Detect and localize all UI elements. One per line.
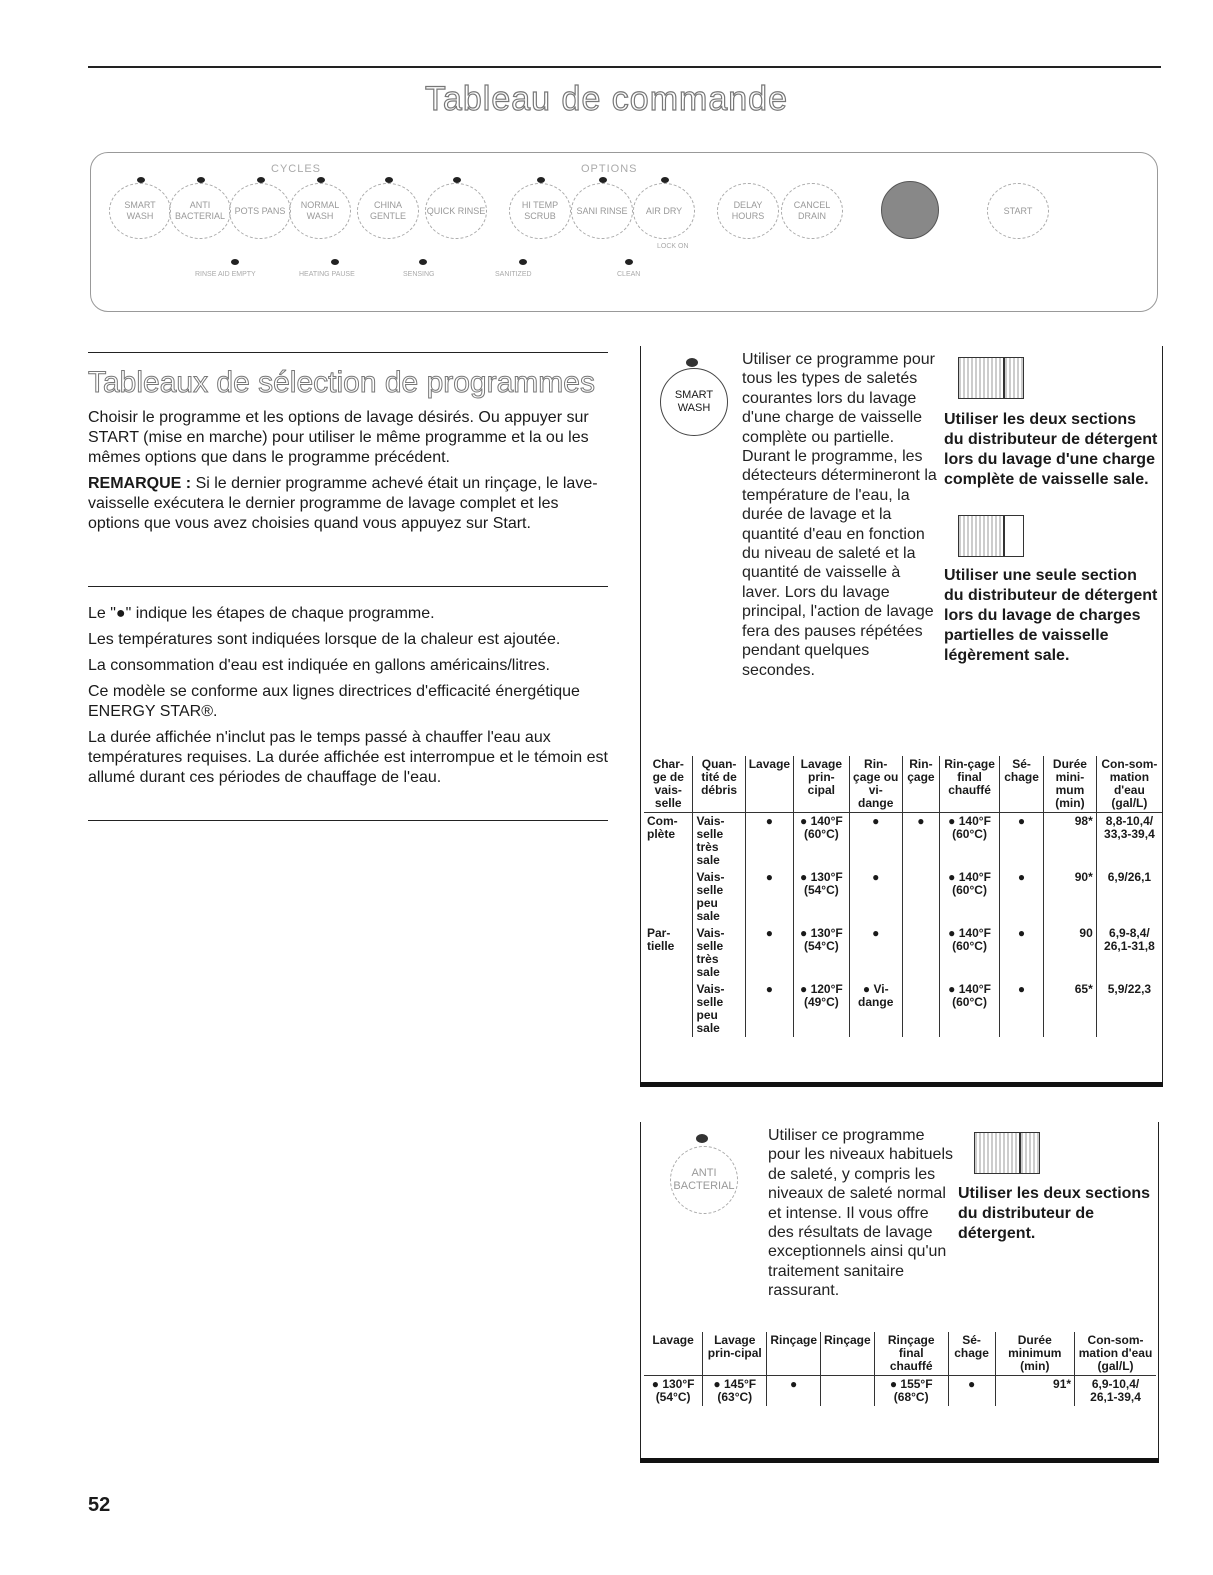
remark-paragraph	[88, 474, 608, 534]
lock-on-label: LOCK ON	[657, 243, 689, 250]
quick-rinse-button[interactable]: QUICK RINSE	[425, 183, 487, 239]
cell: ●	[1000, 813, 1044, 870]
cell-time: 90	[1044, 925, 1097, 981]
cell: ●	[1000, 981, 1044, 1037]
cell: ● 120°F (49°C)	[794, 981, 850, 1037]
col-load: Char-ge de vais-selle	[644, 756, 693, 813]
cell	[902, 981, 939, 1037]
col-rinse: Rinçage	[767, 1332, 821, 1376]
dispenser-cup-icon	[1004, 515, 1024, 557]
cell: ●	[745, 925, 793, 981]
cell-load: Par-tielle	[647, 926, 675, 953]
cell: ● 140°F (60°C)	[794, 813, 850, 870]
clean-indicator: CLEAN	[617, 271, 641, 278]
table-row	[644, 925, 1162, 981]
sensing-indicator: SENSING	[403, 271, 435, 278]
cell-time: 98*	[1044, 813, 1097, 870]
table-row	[644, 981, 1162, 1037]
hi-temp-scrub-button[interactable]: HI TEMP SCRUB	[509, 183, 571, 239]
smart-wash-icon	[660, 368, 728, 436]
anti-bacterial-label-1: ANTI	[691, 1167, 717, 1179]
anti-bacterial-button[interactable]: ANTI BACTERIAL	[169, 183, 231, 239]
col-dry: Sé-chage	[948, 1332, 995, 1376]
china-gentle-button[interactable]: CHINA GENTLE	[357, 183, 419, 239]
smart-wash-note-full: Utiliser les deux sections du distributeur de détergent lors du lavage d'une charge complète de vaisselle sale.	[944, 411, 1158, 488]
col-water: Con-som-mation d'eau (gal/L)	[1096, 756, 1162, 813]
cell-load	[644, 981, 693, 1037]
selection-title: Tableaux de sélection de programmes	[88, 366, 595, 399]
cell: ●	[767, 1376, 821, 1407]
cancel-drain-button[interactable]: CANCEL DRAIN	[781, 183, 843, 239]
dispenser-full-icon	[974, 1132, 1020, 1174]
cell: ●	[745, 813, 793, 870]
cell-load	[644, 869, 693, 925]
table-bottom-bar	[640, 1082, 1163, 1087]
power-indicator-icon	[881, 181, 939, 239]
remark-label: REMARQUE :	[88, 475, 192, 492]
cell-load: Com-plète	[647, 814, 678, 841]
cell: ● 140°F (60°C)	[940, 869, 1000, 925]
cell	[902, 869, 939, 925]
notes	[88, 604, 608, 794]
cell: ●	[1000, 869, 1044, 925]
cell-water: 6,9-8,4/ 26,1-31,8	[1096, 925, 1162, 981]
dispenser-cup-icon	[1004, 357, 1024, 399]
top-rule	[88, 66, 1161, 68]
rinse-aid-indicator: RINSE AID EMPTY	[195, 271, 256, 278]
col-final-rinse: Rin-çage final chauffé	[940, 756, 1000, 813]
remark-text: Si le dernier programme achevé était un rinçage, le lave-vaisselle exécutera le dernier programme de lavage complet et les options que vous avez choisies quand vous appuyez sur Start.	[88, 475, 598, 532]
cell: ●	[745, 981, 793, 1037]
intro-paragraph: Choisir le programme et les options de lavage désirés. Ou appuyer sur START (mise en marche) pour utiliser le même programme et la ou les mêmes options que dans le programme précédent.	[88, 409, 589, 466]
note-dot: Le "●" indique les étapes de chaque programme.	[88, 605, 435, 622]
cell: ● 130°F (54°C)	[794, 925, 850, 981]
status-light	[419, 259, 427, 265]
status-light	[331, 259, 339, 265]
col-final-rinse: Rinçage final chauffé	[874, 1332, 948, 1376]
cell: ● 130°F (54°C)	[794, 869, 850, 925]
start-button[interactable]: START	[987, 183, 1049, 239]
delay-hours-button[interactable]: DELAY HOURS	[717, 183, 779, 239]
indicator-dot	[696, 1134, 708, 1143]
cell-water: 5,9/22,3	[1096, 981, 1162, 1037]
column-rule	[1162, 346, 1163, 1086]
cell-time: 90*	[1044, 869, 1097, 925]
cell-soil: Vais-selle très sale	[693, 813, 745, 870]
sanitized-indicator: SANITIZED	[495, 271, 532, 278]
smart-wash-label-2: WASH	[677, 402, 711, 414]
table-row	[644, 869, 1162, 925]
intro-text	[88, 408, 608, 540]
col-rinse: Rin-çage	[902, 756, 939, 813]
control-panel	[90, 152, 1158, 312]
col-rinse: Rinçage	[821, 1332, 875, 1376]
column-rule	[1158, 1122, 1159, 1462]
smart-wash-table	[644, 756, 1162, 1037]
anti-bacterial-icon	[670, 1146, 738, 1214]
col-wash: Lavage	[745, 756, 793, 813]
smart-wash-label-1: SMART	[674, 389, 714, 401]
cell: ●	[1000, 925, 1044, 981]
cell-water: 8,8-10,4/ 33,3-39,4	[1096, 813, 1162, 870]
anti-bacterial-note: Utiliser les deux sections du distributeur de détergent.	[958, 1185, 1151, 1242]
cell: ●	[902, 813, 939, 870]
col-rinse-drain: Rin-çage ou vi-dange	[849, 756, 902, 813]
note-water: La consommation d'eau est indiquée en gallons américains/litres.	[88, 657, 550, 674]
smart-wash-note-partial: Utiliser une seule section du distributeur de détergent lors du lavage de charges partielles de vaisselle légèrement sale.	[944, 567, 1158, 664]
cell: ● 140°F (60°C)	[940, 981, 1000, 1037]
pots-pans-button[interactable]: POTS PANS	[229, 183, 291, 239]
options-header: OPTIONS	[581, 163, 638, 175]
cell-time: 65*	[1044, 981, 1097, 1037]
cell: ●	[849, 925, 902, 981]
table-row	[644, 813, 1162, 870]
cell	[902, 925, 939, 981]
cell: ●	[849, 869, 902, 925]
anti-bacterial-table	[644, 1332, 1156, 1406]
cell-time: 91*	[995, 1376, 1075, 1407]
cell: ●	[849, 813, 902, 870]
col-water: Con-som-mation d'eau (gal/L)	[1075, 1332, 1156, 1376]
note-energy-star: Ce modèle se conforme aux lignes directrices d'efficacité énergétique ENERGY STAR®.	[88, 683, 580, 720]
table-row	[644, 1376, 1156, 1407]
smart-wash-description: Utiliser ce programme pour tous les types de saletés courantes lors du lavage d'une charge de vaisselle complète ou partielle. Durant le programme, les détecteurs détermineront la température de l'eau, la durée de lavage et la quantité d'eau en fonction du niveau de saleté et la quantité de vaisselle à laver. Lors du lavage principal, l'action de lavage fera des pauses répétées pendant quelques secondes.	[742, 351, 937, 679]
note-temperature: Les températures sont indiquées lorsque de la chaleur est ajoutée.	[88, 631, 561, 648]
page-number: 52	[88, 1494, 111, 1516]
section-rule	[88, 352, 608, 353]
col-time: Durée minimum (min)	[995, 1332, 1075, 1376]
dispenser-full-icon	[958, 357, 1004, 399]
anti-bacterial-description: Utiliser ce programme pour les niveaux habituels de saleté, y compris les niveaux de saleté normal et intense. Il vous offre des résultats de lavage exceptionnels ainsi qu'un traitement sanitaire rassurant.	[768, 1127, 954, 1300]
heating-pause-indicator: HEATING PAUSE	[299, 271, 355, 278]
cell	[821, 1376, 875, 1407]
cell: ● 145°F (63°C)	[703, 1376, 767, 1407]
col-main-wash: Lavage prin-cipal	[794, 756, 850, 813]
section-rule	[88, 820, 608, 821]
column-rule	[640, 1122, 641, 1462]
sani-rinse-button[interactable]: SANI RINSE	[571, 183, 633, 239]
air-dry-button[interactable]: AIR DRY	[633, 183, 695, 239]
anti-bacterial-label-2: BACTERIAL	[673, 1180, 735, 1192]
cell-water: 6,9-10,4/ 26,1-39,4	[1075, 1376, 1156, 1407]
column-rule	[640, 346, 641, 1086]
page-title: Tableau de commande	[424, 80, 788, 118]
note-duration: La durée affichée n'inclut pas le temps passé à chauffer l'eau aux températures requises. La durée affichée est interrompue et le témoin est allumé durant ces périodes de chauffage de l'eau.	[88, 729, 608, 786]
col-soil: Quan-tité de débris	[693, 756, 745, 813]
section-rule	[88, 586, 608, 587]
cycles-header: CYCLES	[271, 163, 322, 175]
cell: ●	[745, 869, 793, 925]
table-bottom-bar	[640, 1458, 1159, 1463]
col-dry: Sé-chage	[1000, 756, 1044, 813]
cell: ● 155°F (68°C)	[874, 1376, 948, 1407]
cell-soil: Vais-selle peu sale	[693, 981, 745, 1037]
cell-water: 6,9/26,1	[1096, 869, 1162, 925]
smart-wash-button[interactable]: SMART WASH	[109, 183, 171, 239]
dispenser-partial-icon	[958, 515, 1004, 557]
dispenser-cup-icon	[1020, 1132, 1040, 1174]
status-light	[519, 259, 527, 265]
cell-soil: Vais-selle peu sale	[693, 869, 745, 925]
cell: ●	[948, 1376, 995, 1407]
normal-wash-button[interactable]: NORMAL WASH	[289, 183, 351, 239]
cell: ● 140°F (60°C)	[940, 925, 1000, 981]
indicator-dot	[686, 358, 698, 367]
cell-soil: Vais-selle très sale	[693, 925, 745, 981]
cell: ● Vi-dange	[849, 981, 902, 1037]
col-time: Durée mini-mum (min)	[1044, 756, 1097, 813]
status-light	[231, 259, 239, 265]
status-light	[625, 259, 633, 265]
col-wash: Lavage	[644, 1332, 703, 1376]
col-main-wash: Lavage prin-cipal	[703, 1332, 767, 1376]
cell: ● 140°F (60°C)	[940, 813, 1000, 870]
cell: ● 130°F (54°C)	[651, 1377, 695, 1404]
